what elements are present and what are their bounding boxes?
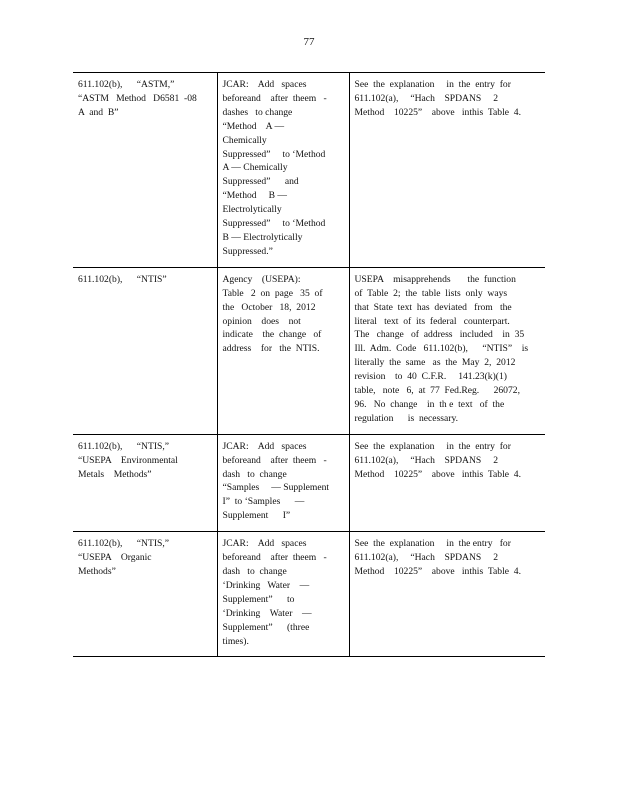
- change-line: B — Electrolytically: [222, 231, 303, 243]
- change-line: times).: [222, 635, 249, 647]
- change-line: Supplement” to: [222, 593, 295, 605]
- section-line: 611.102(b), “NTIS”: [78, 273, 167, 285]
- section-cell: [73, 532, 217, 657]
- table-row: [73, 434, 545, 531]
- explanation-line: 611.102(a), “Hach SPDANS 2: [354, 552, 499, 564]
- section-line: “ASTM Method D6581 -08: [78, 92, 197, 104]
- page-number: 77: [303, 36, 315, 48]
- change-cell: [217, 532, 349, 657]
- explanation-line: Method 10225” above inthis Table 4.: [354, 566, 521, 577]
- change-line: Electrolytically: [222, 204, 282, 216]
- change-line: Agency (USEPA):: [222, 273, 301, 285]
- explanation-cell: [349, 532, 545, 657]
- change-line: address for the NTIS.: [222, 343, 320, 355]
- change-line: the October 18, 2012: [222, 301, 316, 313]
- change-line: Suppressed.”: [222, 245, 273, 257]
- change-line: dash to change: [222, 566, 287, 577]
- change-line: beforeand after theem -: [222, 92, 327, 104]
- explanation-line: that State text has deviated from the: [354, 301, 512, 313]
- change-line: beforeand after theem -: [222, 454, 327, 466]
- table-row: [73, 267, 545, 434]
- change-line: dashes to change: [222, 106, 293, 118]
- explanation-line: USEPA misapprehends the function: [354, 273, 516, 285]
- change-line: Suppressed” to ‘Method: [222, 148, 326, 160]
- explanation-line: literal text of its federal counterpart.: [354, 315, 510, 327]
- section-line: Methods”: [78, 566, 116, 577]
- section-line: “USEPA Organic: [78, 552, 152, 564]
- explanation-line: 96. No change in th e text of the: [354, 398, 505, 410]
- table-row: [73, 73, 545, 268]
- explanation-cell: [349, 267, 545, 434]
- explanation-line: of Table 2; the table lists only ways: [354, 287, 508, 299]
- change-line: ‘Drinking Water —: [222, 579, 310, 591]
- change-line: indicate the change of: [222, 329, 322, 341]
- explanation-line: revision to 40 C.F.R. 141.23(k)(1): [354, 371, 507, 383]
- explanation-cell: [349, 73, 545, 268]
- section-line: 611.102(b), “NTIS,”: [78, 440, 170, 452]
- explanation-line: See the explanation in the entry for: [354, 538, 511, 550]
- explanation-line: See the explanation in the entry for: [354, 440, 511, 452]
- explanation-line: Ill. Adm. Code 611.102(b), “NTIS” is: [354, 343, 529, 355]
- change-line: “Samples — Supplement: [222, 482, 330, 494]
- change-line: opinion does not: [222, 315, 301, 327]
- explanation-line: 611.102(a), “Hach SPDANS 2: [354, 92, 499, 104]
- change-line: JCAR: Add spaces: [222, 440, 307, 452]
- change-line: Suppressed” and: [222, 176, 299, 188]
- change-line: I” to ‘Samples —: [222, 496, 305, 508]
- explanation-line: The change of address included in 35: [354, 329, 525, 341]
- change-line: Suppressed” to ‘Method: [222, 218, 326, 230]
- change-line: JCAR: Add spaces: [222, 538, 307, 550]
- change-line: dash to change: [222, 468, 287, 480]
- change-line: ‘Drinking Water —: [222, 607, 312, 619]
- change-line: Chemically: [222, 134, 267, 146]
- section-cell: [73, 267, 217, 434]
- explanation-line: Method 10225” above inthis Table 4.: [354, 468, 521, 480]
- explanation-line: 611.102(a), “Hach SPDANS 2: [354, 454, 499, 466]
- change-line: Supplement I”: [222, 510, 291, 522]
- section-line: “USEPA Environmental: [78, 454, 178, 466]
- table-row: [73, 532, 545, 657]
- change-line: “Method A —: [222, 120, 285, 132]
- explanation-line: table, note 6, at 77 Fed.Reg. 26072,: [354, 385, 520, 397]
- change-cell: [217, 267, 349, 434]
- section-line: Metals Methods”: [78, 468, 152, 480]
- explanation-line: literally the same as the May 2, 2012: [354, 357, 516, 369]
- change-cell: [217, 434, 349, 531]
- explanation-line: regulation is necessary.: [354, 412, 459, 424]
- explanation-line: Method 10225” above inthis Table 4.: [354, 106, 521, 118]
- section-cell: [73, 73, 217, 268]
- explanation-cell: [349, 434, 545, 531]
- explanation-line: See the explanation in the entry for: [354, 79, 511, 90]
- change-cell: [217, 73, 349, 268]
- amendments-table: [73, 72, 545, 657]
- change-line: A — Chemically: [222, 162, 288, 174]
- change-line: Supplement” (three: [222, 621, 310, 633]
- change-line: beforeand after theem -: [222, 552, 327, 564]
- section-line: A and B”: [78, 106, 119, 118]
- change-line: JCAR: Add spaces: [222, 79, 307, 90]
- section-line: 611.102(b), “ASTM,”: [78, 79, 175, 90]
- section-line: 611.102(b), “NTIS,”: [78, 538, 170, 550]
- change-line: Table 2 on page 35 of: [222, 287, 323, 299]
- change-line: “Method B —: [222, 190, 287, 202]
- section-cell: [73, 434, 217, 531]
